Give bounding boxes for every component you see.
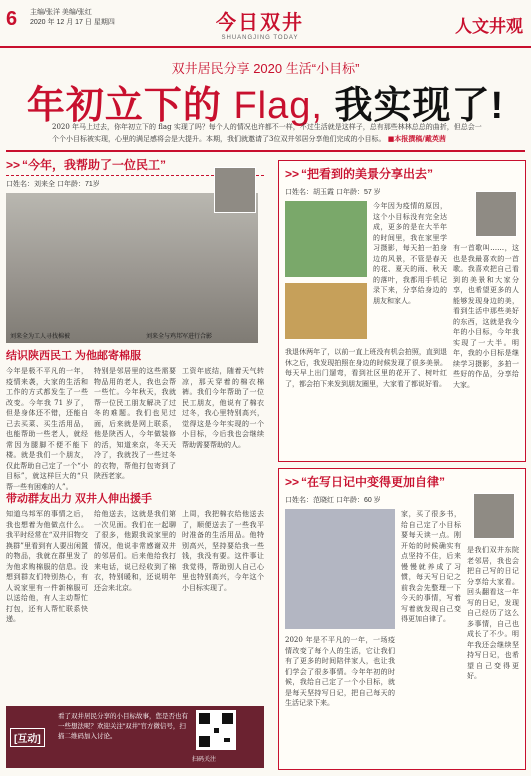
story-box-2	[278, 160, 526, 462]
intro-text: 2020 年马上过去，你年初立下的 flag 实现了吗？每个人的情况也许都不一样，不过生活就是这样子，总有那些林林总总的曲折，但总会一个个小目标被实现，心里的满足感将会是大提升。本期，我们就邀请了3位双井邻居分享他们完成的小目标。	[52, 123, 482, 143]
story-text: 2020 年是不平凡的一年，一场疫情改变了每个人的生活，它让我们有了更多的时间陪伴家人，也让我们学会了很多事情。今年年初的时候，我给自己定了一个小目标，就是每天坚持写日记，把自己每天的生活记录下来。	[285, 636, 395, 707]
story-text: 家，买了很多书，给自己定了小目标要每天读一点。刚开始的时候确实有点坚持不住，后来慢慢就养成了习惯，每天写日记之前我会先整理一下今天的事情，写着写着就发现自己变得更加自律了。	[401, 510, 461, 623]
body-column: 特别是邻居里的这些需要物品用的老人，我也会帮一些忙。今年秋天，我就帮一位民工朋友解决了过冬的难题。我们也见过面，后来就是网上联系，他是陕西人，今年做装修的活，知道来京，冬天天冷了，我就找了一些过冬的衣物，帮他打包寄到了陕西老家。	[94, 367, 176, 480]
text-columns-1	[6, 366, 264, 491]
title-part-1: 年初立下的	[26, 85, 222, 127]
story-text: 我退休两年了，以前一直上班没有机会拍照，直到退休之后，我发现拍照在身边的时候发现了很多美景。每天早上出门遛弯，看到社区里的花开了、树叶红了，都会拍下来发到朋友圈里，大家看了都说好看。	[285, 348, 447, 388]
article-title	[0, 74, 531, 129]
portrait-photo	[475, 191, 517, 237]
left-story	[6, 156, 264, 659]
article-intro	[52, 122, 482, 145]
story-byline: 口姓名：胡玉霞 口年龄：57 岁	[285, 189, 381, 196]
portrait-photo	[214, 167, 256, 213]
page-number: 6	[6, 8, 18, 30]
body-column: 知道乌邦军的事情之后，我也想着为他做点什么。我平时经常在“双井旧物交换群”里看到有人要出闲置的物品，我就在群里发了为他求购棉服的信息。没想到群友们特别热心，有人说家里有一件新棉服可以送给他，有人主动帮忙打包，还有人帮忙联系快递。	[6, 510, 88, 623]
story-text: 今年因为疫情的原因，这个小目标没有完全达成，更多的是在大半年的时间里，我在家里学习摄影，每天拍一拍身边的风景，不管是春天的花、夏天的雨、秋天的落叶，我都用手机记录下来，分享给身边的朋友和家人。	[373, 202, 447, 305]
title-divider	[6, 150, 525, 152]
story-byline: 口姓名：刘来全 口年龄：71岁	[6, 181, 100, 188]
story-photo	[6, 193, 258, 343]
body-column: 今年是极不平凡的一年，疫情来袭，大家的生活和工作的方式都发生了一些改变。今年我 71 岁了，但是身体还不错，还能自己去买菜、买生活用品，也能帮助一些老人，就经常因为腿脚不便不能下楼。就是我们一个朋友，仅此帮助自己定了一个“小目标”，就这样巨大的“只帮一些有困难的人”。	[6, 367, 88, 491]
qr-label: 扫码关注	[192, 757, 217, 763]
landscape-photo	[285, 201, 367, 277]
landscape-photo	[285, 283, 367, 339]
photo-caption-right: 刘来全与鸡邦军进行合影	[146, 334, 213, 340]
interaction-box	[6, 706, 264, 768]
story-text: 是我们双井东院老邻居，我也会把自己写的日记分享给大家看。回头翻看这一年写的日记，发现自己经历了这么多事情，自己也成长了不少。明年我还会继续坚持写日记，也希望自己变得更好。	[467, 546, 519, 680]
story-heading: >> “把看到的美景分享出去”	[285, 167, 434, 181]
author-credit: ■本报撰稿/戴英茜	[387, 134, 446, 143]
designer-credit: 美编/张红	[61, 9, 92, 16]
body-column: 上周，我把棉衣给他送去了，顺便送去了一些我平时准备的生活用品。他特别高兴，坚持要给我一些钱，我没有要。这件事让我觉得，帮助别人自己心里也特别高兴，今年这个小目标实现了。	[182, 510, 264, 592]
interaction-tag: [互动]	[10, 728, 45, 747]
story-byline: 口姓名：范晓红 口年龄：60 岁	[285, 497, 381, 504]
title-part-3: 我实现了!	[334, 85, 505, 127]
interaction-message: 看了双井居民分享的小目标故事，您是否也有一些想法呢？欢迎关注“双井”官方微信号，扫描二维码加入讨论。	[58, 713, 188, 740]
masthead-logo	[200, 6, 320, 41]
photo-caption-left: 刘来全为工人寻找棉被	[10, 334, 71, 340]
text-columns-2	[6, 509, 264, 659]
issue-date: 2020 年 12 月 17 日 星期四	[30, 19, 115, 26]
editor-credit: 主编/张洋	[30, 9, 60, 16]
diary-photo	[285, 509, 395, 629]
logo-english: SHUANGJING TODAY	[221, 35, 299, 41]
portrait-photo	[473, 493, 515, 539]
section-name: 人文井观	[455, 17, 523, 36]
header-meta	[30, 8, 115, 28]
body-column: 给他送去，这就是我们第一次见面。我们在一起聊了很多，他跟我说家里的情况，他说非常感谢双井的邻居们。后来他给我打来电话，说已经收到了棉衣，特别暖和，还说明年还会来北京。	[94, 510, 176, 592]
story-heading: >> “今年，我帮助了一位民工”	[6, 156, 264, 176]
logo-chinese: 今日双井	[216, 10, 304, 34]
qr-code[interactable]	[196, 710, 236, 750]
page-header	[0, 0, 531, 48]
subheading-2: 带动群友出力 双井人伸出援手	[6, 493, 153, 505]
body-column: 工资年底结，随着天气转凉，那天穿着的棉衣棉裤。我们今年帮助了一位民工朋友，他说有了棉衣过冬，我心里特别高兴，觉得这是今年实现的一个小目标，今后我也会继续帮助需要帮助的人。	[182, 367, 264, 449]
article-subtitle: 双井居民分享 2020 生活“小目标”	[171, 61, 360, 76]
story-heading: >> “在写日记中变得更加自律”	[285, 475, 446, 489]
title-part-2: Flag,	[233, 85, 323, 127]
subheading-1: 结识陕西民工 为他邮寄棉服	[6, 350, 142, 362]
story-text: 有一首歌叫……，这也是我最喜欢的一首歌。我喜欢把自己看到的美景和大家分享，也希望更多的人能够发现身边的美，看到生活中那些美好的东西，这就是我今年的小目标，今年我实现了一大半。明年，我的小目标是继续学习摄影，多拍一些好的作品，分享给大家。	[453, 244, 519, 389]
story-box-3	[278, 468, 526, 770]
